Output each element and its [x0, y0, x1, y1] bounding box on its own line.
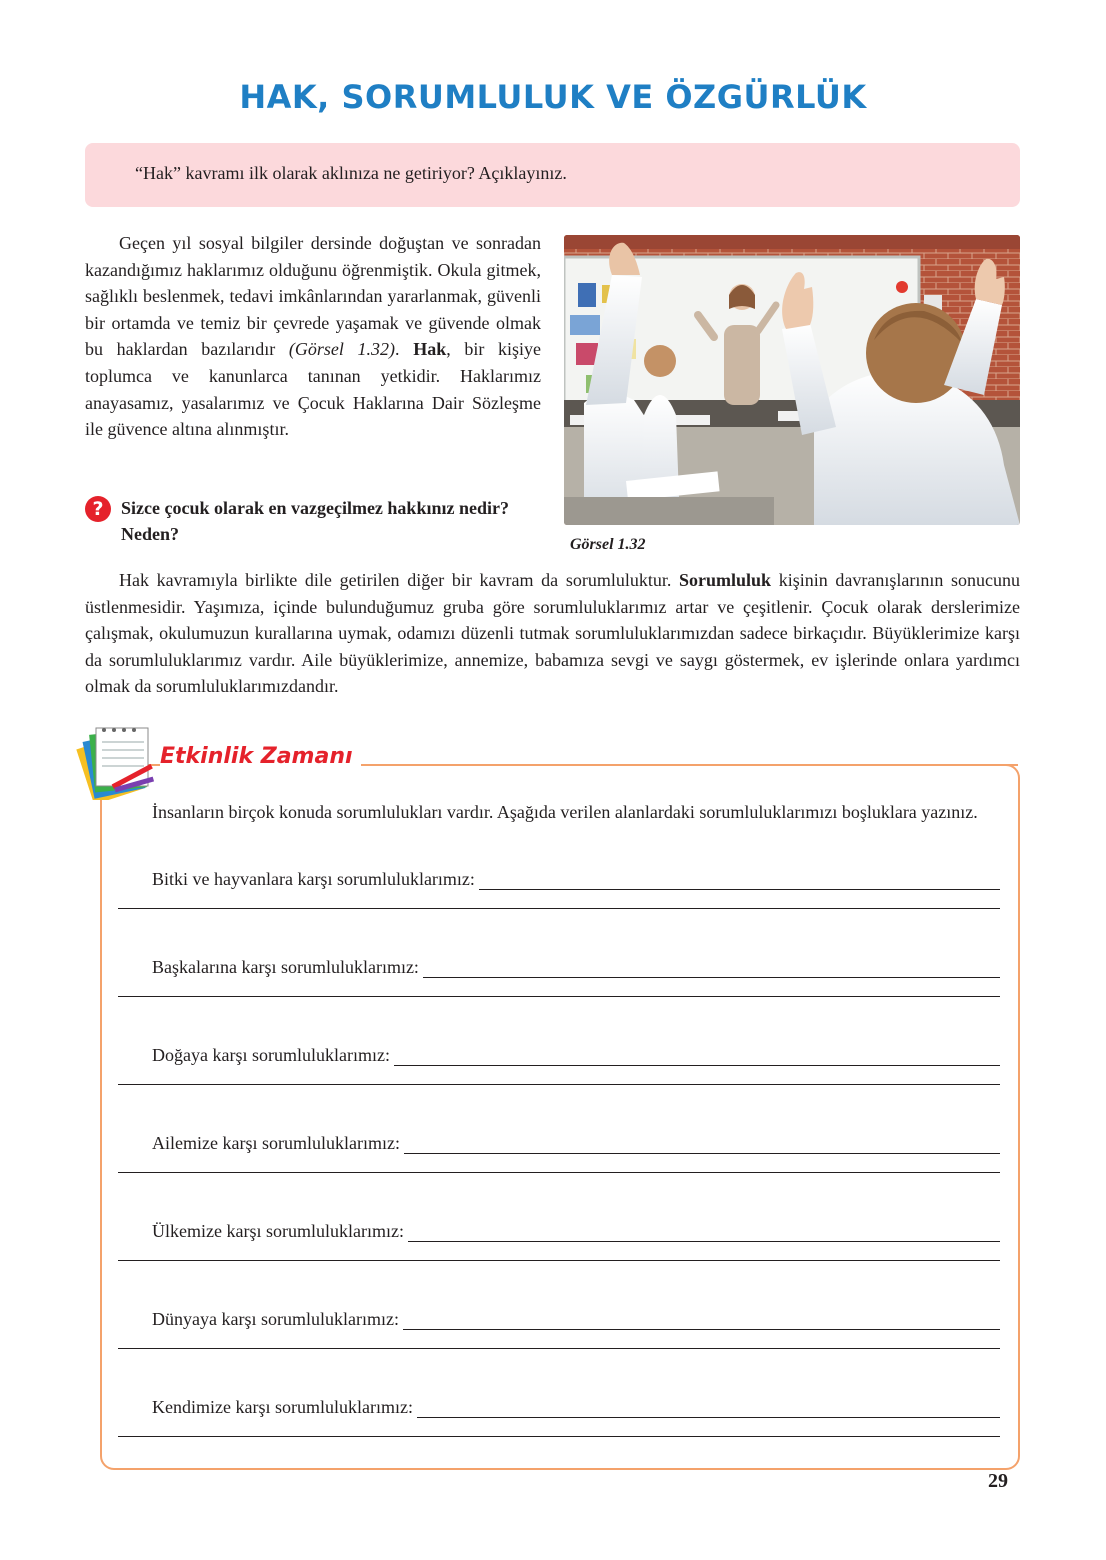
answer-line-continued[interactable] — [118, 1348, 1000, 1349]
warmup-question: “Hak” kavramı ilk olarak aklınıza ne getiriyor? Açıklayınız. — [135, 163, 567, 183]
answer-line[interactable] — [417, 1397, 1000, 1418]
answer-row-others — [118, 952, 1000, 1012]
prompt-label: Ailemize karşı sorumluluklarımız: — [152, 1133, 400, 1153]
prompt-label: Doğaya karşı sorumluluklarımız: — [152, 1045, 390, 1065]
page-number: 29 — [988, 1470, 1008, 1492]
notebook-pencils-icon — [74, 722, 164, 800]
answer-line[interactable] — [394, 1045, 1000, 1066]
answer-row-family — [118, 1128, 1000, 1188]
prompt-label: Dünyaya karşı sorumluluklarımız: — [152, 1309, 399, 1329]
answer-line-continued[interactable] — [118, 1260, 1000, 1261]
prompt-label: Bitki ve hayvanlara karşı sorumluluklarımız: — [152, 869, 475, 889]
activity-title-rule — [382, 764, 1018, 766]
activity-title: Etkinlik Zamanı — [160, 744, 361, 769]
classroom-photo — [564, 235, 1020, 525]
classroom-illustration — [564, 235, 1020, 525]
answer-line[interactable] — [408, 1221, 1000, 1242]
answer-line-continued[interactable] — [118, 1172, 1000, 1173]
prompt-label: Başkalarına karşı sorumluluklarımız: — [152, 957, 419, 977]
question-mark-icon: ? — [85, 496, 111, 522]
answer-row-ourselves — [118, 1392, 1000, 1452]
answer-line-continued[interactable] — [118, 1084, 1000, 1085]
prompt-label: Ülkemize karşı sorumluluklarımız: — [152, 1221, 404, 1241]
answer-row-world — [118, 1304, 1000, 1364]
photo-caption: Görsel 1.32 — [570, 536, 646, 553]
responsibility-paragraph: Hak kavramıyla birlikte dile getirilen diğer bir kavram da sorumluluktur. Sorumluluk kişinin davranışlarının sonucunu üstlenmesidir. Yaşımıza, içinde bulunduğumuz gruba göre sorumluluklarımız artar ve çeşitlenir. Çocuk olarak derslerimize çalışmak, okulumuzun kurallarına uymak, odamızı düzenli tutmak sorumluluklarımızdan sadece birkaçıdır. Büyüklerimize karşı da sorumluluklarımız vardır. Aile büyüklerimize, annemize, babamıza sevgi ve saygı göstermek, ev işlerinde onlara yardımcı olmak da sorumluluklarımızdandır. — [85, 570, 1021, 697]
activity-instruction: İnsanların birçok konuda sorumlulukları vardır. Aşağıda verilen alanlardaki sorumluluklarımızı boşluklara yazınız. — [152, 802, 978, 822]
answer-line-continued[interactable] — [118, 996, 1000, 997]
figure-reference: (Görsel 1.32) — [288, 339, 396, 360]
answer-line[interactable] — [479, 869, 1000, 890]
answer-line[interactable] — [403, 1309, 1000, 1330]
answer-line-continued[interactable] — [118, 1436, 1000, 1437]
answer-row-plants-animals — [118, 864, 1000, 924]
term-hak: Hak — [413, 339, 447, 360]
think-question: Sizce çocuk olarak en vazgeçilmez hakkınız nedir? Neden? — [121, 498, 509, 544]
answer-line[interactable] — [423, 957, 1000, 978]
answer-line-continued[interactable] — [118, 908, 1000, 909]
warmup-question-box — [85, 143, 1020, 207]
intro-paragraph: Geçen yıl sosyal bilgiler dersinde doğuştan ve sonradan kazandığımız haklarımız olduğunu öğrenmiştik. Okula gitmek, sağlıklı beslenmek, tedavi imkânlarından yararlanmak, güvenli bir ortamda ve temiz bir çevrede yaşamak ve güvende olmak bu haklardan bazılarıdır (Görsel 1.32). Hak, bir kişiye toplumca ve kanunlarca tanınan yetkidir. Haklarımız anayasamız, yasalarımız ve Çocuk Haklarına Dair Sözleşme ile güvence altına alınmıştır. — [85, 233, 541, 440]
answer-row-country — [118, 1216, 1000, 1276]
answer-row-nature — [118, 1040, 1000, 1100]
term-sorumluluk: Sorumluluk — [679, 570, 772, 590]
page-title: HAK, SORUMLULUK VE ÖZGÜRLÜK — [239, 78, 867, 116]
prompt-label: Kendimize karşı sorumluluklarımız: — [152, 1397, 413, 1417]
answer-line[interactable] — [404, 1133, 1000, 1154]
